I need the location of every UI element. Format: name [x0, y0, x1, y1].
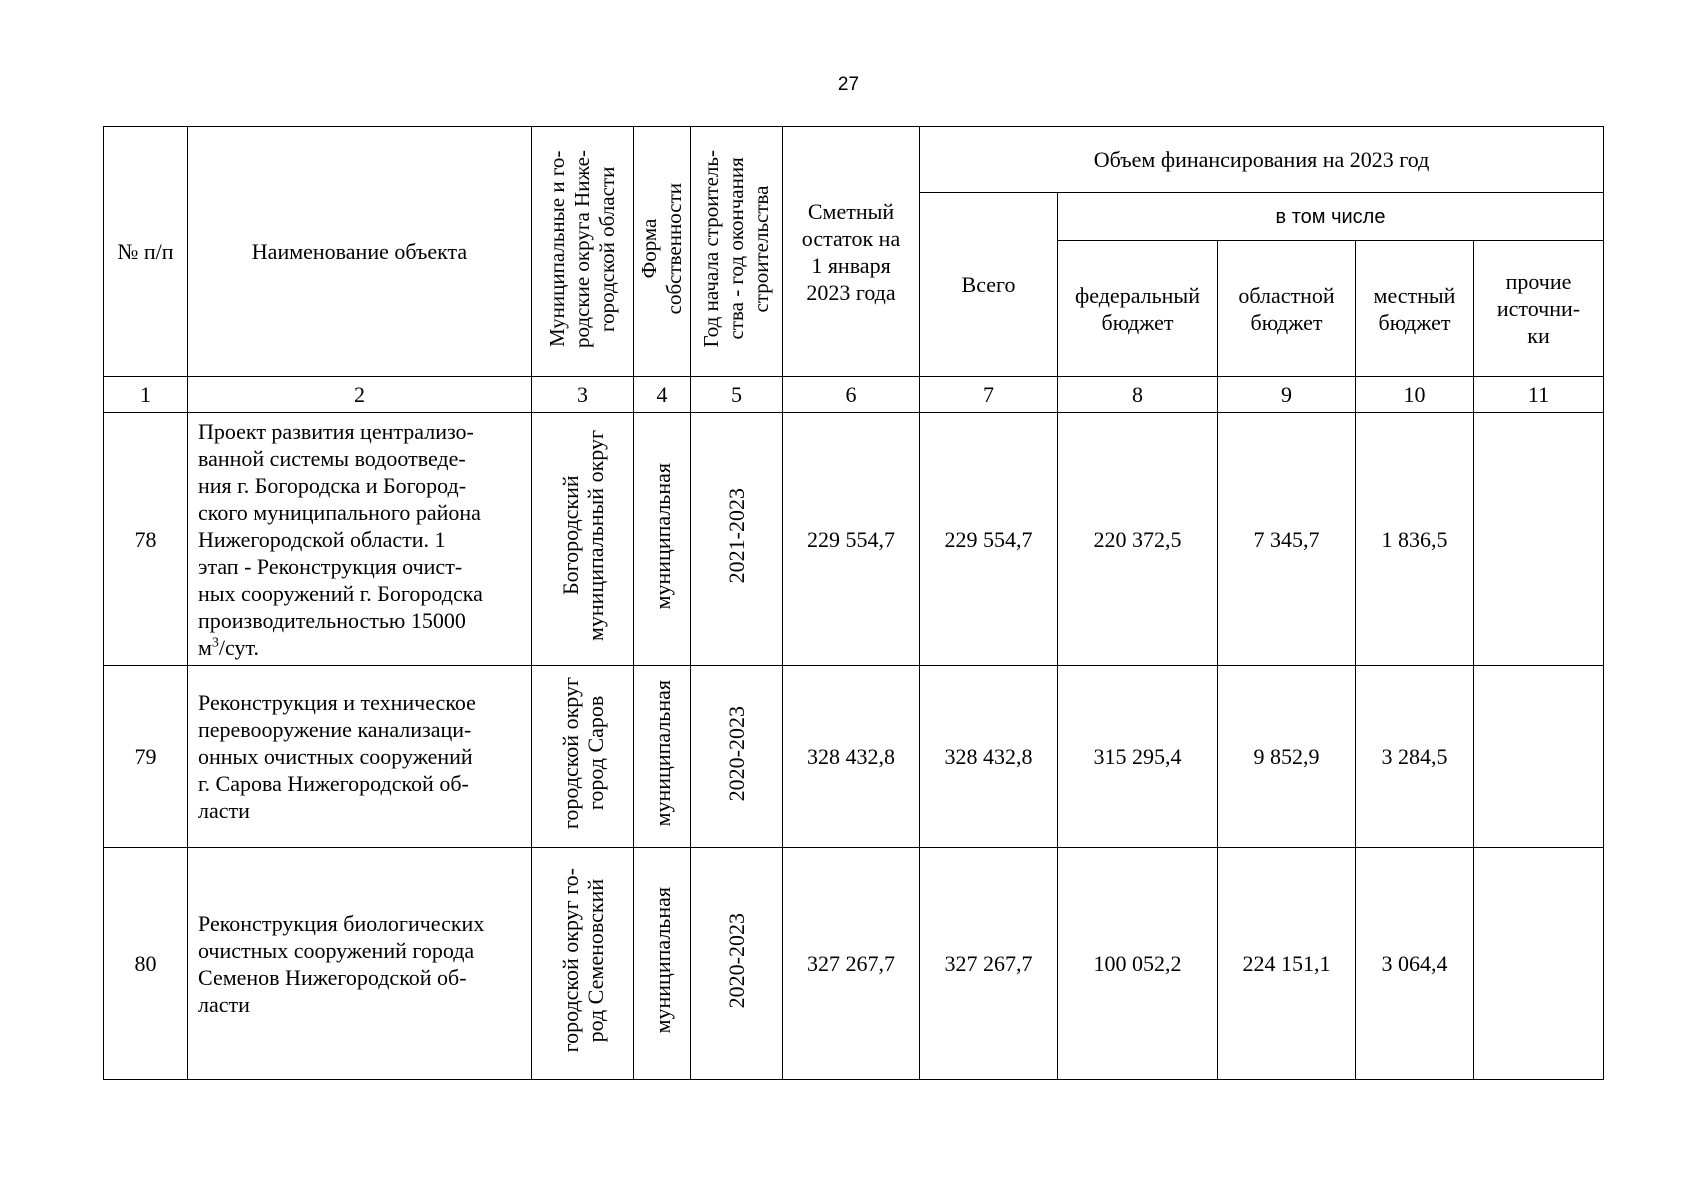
- column-number: 3: [532, 377, 634, 413]
- column-number-row: [104, 377, 1604, 413]
- estimated-balance: 328 432,8: [783, 666, 920, 848]
- row-number: 79: [104, 666, 188, 848]
- row-number: 80: [104, 848, 188, 1080]
- column-number: 10: [1356, 377, 1474, 413]
- header-number: № п/п: [104, 127, 188, 377]
- other-sources: [1474, 848, 1604, 1080]
- column-number: 11: [1474, 377, 1604, 413]
- column-number: 4: [634, 377, 691, 413]
- column-number: 6: [783, 377, 920, 413]
- table-row: [104, 848, 1604, 1080]
- row-number: 78: [104, 413, 188, 666]
- header-ownership: Форма собственности: [634, 127, 691, 377]
- financing-total: 229 554,7: [920, 413, 1058, 666]
- header-regional: областной бюджет: [1218, 241, 1356, 377]
- page-number: 27: [837, 74, 860, 95]
- municipality: Богородский муниципальный округ: [532, 413, 634, 666]
- object-name: Реконструкция биологических очистных сооружений города Семенов Нижегородской об- ласти: [188, 848, 532, 1080]
- table-row: [104, 413, 1604, 666]
- ownership-form: муниципальная: [634, 666, 691, 848]
- other-sources: [1474, 413, 1604, 666]
- header-financing-title: Объем финансирования на 2023 год: [920, 127, 1604, 193]
- column-number: 5: [691, 377, 783, 413]
- regional-budget: 9 852,9: [1218, 666, 1356, 848]
- header-other: прочие источни- ки: [1474, 241, 1604, 377]
- header-estimated-balance: Сметный остаток на 1 января 2023 года: [783, 127, 920, 377]
- ownership-form: муниципальная: [634, 848, 691, 1080]
- ownership-form: муниципальная: [634, 413, 691, 666]
- table-row: [104, 666, 1604, 848]
- header-including: в том числе: [1058, 193, 1604, 241]
- other-sources: [1474, 666, 1604, 848]
- regional-budget: 7 345,7: [1218, 413, 1356, 666]
- federal-budget: 220 372,5: [1058, 413, 1218, 666]
- column-number: 8: [1058, 377, 1218, 413]
- construction-years: 2021-2023: [691, 413, 783, 666]
- municipality: городской округ город Саров: [532, 666, 634, 848]
- local-budget: 1 836,5: [1356, 413, 1474, 666]
- column-number: 1: [104, 377, 188, 413]
- local-budget: 3 064,4: [1356, 848, 1474, 1080]
- object-name: Реконструкция и техническое перевооружение канализаци- онных очистных сооружений г. Сарова Нижегородской об- ласти: [188, 666, 532, 848]
- header-years: Год начала строитель- ства - год окончания строительства: [691, 127, 783, 377]
- regional-budget: 224 151,1: [1218, 848, 1356, 1080]
- financing-table: [103, 126, 1604, 1080]
- header-total: Всего: [920, 193, 1058, 377]
- estimated-balance: 327 267,7: [783, 848, 920, 1080]
- federal-budget: 100 052,2: [1058, 848, 1218, 1080]
- header-municipality: Муниципальные и го- родские округа Ниже- городской области: [532, 127, 634, 377]
- construction-years: 2020-2023: [691, 848, 783, 1080]
- object-name: Проект развития централизо- ванной системы водоотведе- ния г. Богородска и Богород- ского муниципального района Нижегородской области. 1 этап - Реконструкция очист- ных сооружений г. Богородска производительностью 15000 $м^3$/сут.: [188, 413, 532, 666]
- financing-total: 327 267,7: [920, 848, 1058, 1080]
- construction-years: 2020-2023: [691, 666, 783, 848]
- column-number: 7: [920, 377, 1058, 413]
- financing-total: 328 432,8: [920, 666, 1058, 848]
- estimated-balance: 229 554,7: [783, 413, 920, 666]
- local-budget: 3 284,5: [1356, 666, 1474, 848]
- header-local: местный бюджет: [1356, 241, 1474, 377]
- municipality: городской округ го- род Семеновский: [532, 848, 634, 1080]
- federal-budget: 315 295,4: [1058, 666, 1218, 848]
- column-number: 2: [188, 377, 532, 413]
- header-federal: федеральный бюджет: [1058, 241, 1218, 377]
- column-number: 9: [1218, 377, 1356, 413]
- header-object-name: Наименование объекта: [188, 127, 532, 377]
